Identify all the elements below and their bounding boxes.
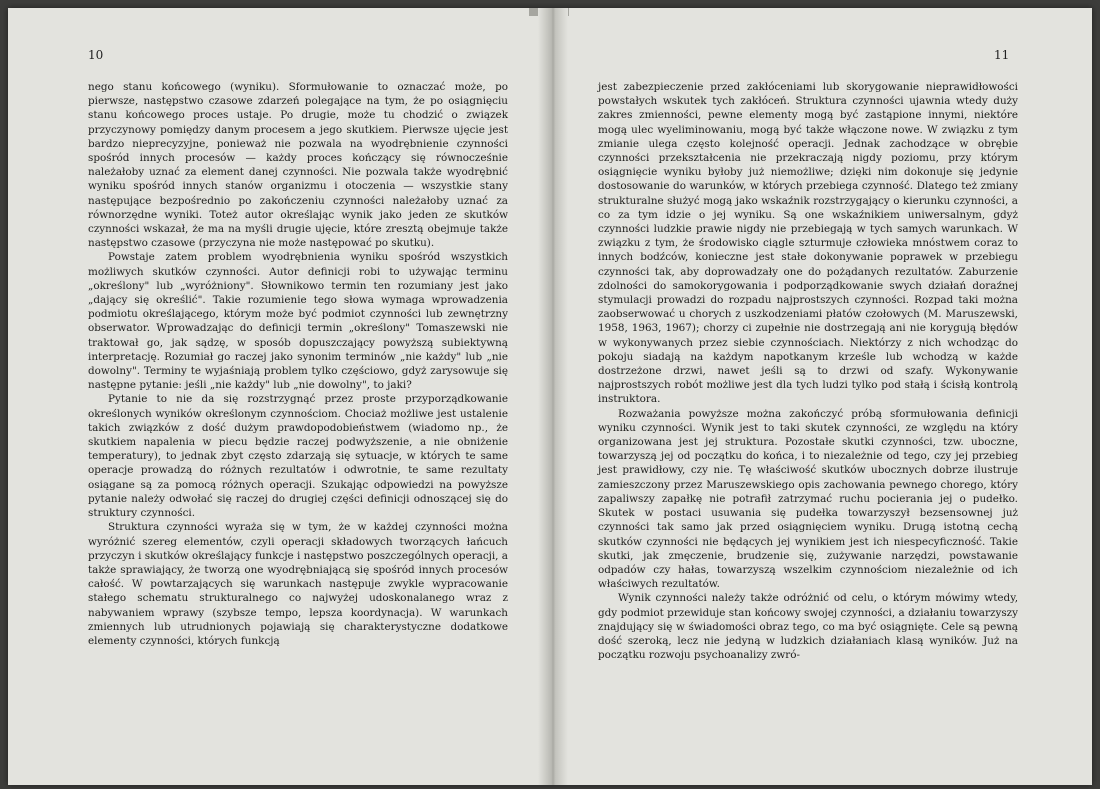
paragraph: jest zabezpieczenie przed zakłóceniami lub skorygowanie nieprawidłowości powstałych wskutek tych zakłóceń. Struktura czynności ujawnia wtedy duży zakres zmienności, pewne elementy mogą być zastąpione innymi, niektóre mogą ulec wyeliminowaniu, mogą być także włączone nowe. W związku z tym zmianie ulega często kolejność operacji. Jednak zachodzące w obrębie czynności przekształcenia nie przekraczają nigdy poziomu, przy którym osiągnięcie wyniku byłoby już niemożliwe; dzięki nim dokonuje się jedynie dostosowanie do warunków, w których przebiega czynność. Dlatego też zmiany strukturalne służyć mogą jako wskaźnik rozstrzygający o kierunku czynności, a co za tym idzie o jej wyniku. Są one wskaźnikiem uniwersalnym, gdyż czynności ludzkie prawie nigdy nie przebiegają w tych samych warunkach. W związku z tym, że środowisko ciągle szturmuje człowieka mnóstwem coraz to innych bodźców, konieczne jest stałe dokonywanie poprawek w przebiegu czynności tak, aby doprowadzały one do pożądanych rezultatów. Zaburzenie zdolności do samokorygowania i podporządkowanie swych działań doraźnej stymulacji prowadzi do rozpadu najprostszych czynności. Rozpad taki można zaobserwować u chorych z uszkodzeniami płatów czołowych (M. Maruszewski, 1958, 1963, 1967); chorzy ci zupełnie nie dostrzegają ani nie korygują błędów w wykonywanych przez siebie czynnościach. Niektórzy z nich wchodząc do pokoju siadają na każdym napotkanym krześle lub wchodzą w każde dostrzeżone drzwi, nawet jeśli są to drzwi od szafy. Wykonywanie najprostszych robót możliwe jest dla tych ludzi tylko pod stałą i ścisłą kontrolą instruktora. bbox=[598, 81, 1018, 406]
page-number-right: 11 bbox=[994, 48, 1010, 62]
right-page-text bbox=[598, 80, 1018, 662]
paragraph: Struktura czynności wyraża się w tym, że w każdej czynności można wyróżnić szereg elementów, czyli operacji składowych tworzących łańcuch przyczyn i skutków określający funkcje i następstwo poszczególnych operacji, a także sprawiający, że tworzą one wyodrębniającą się spośród innych procesów całość. W powtarzających się warunkach następuje zwykle wypracowanie stałego schematu strukturalnego co najwyżej udoskonalanego wraz z nabywaniem wprawy (szybsze tempo, lepsza koordynacja). W warunkach zmiennych lub utrudnionych pojawiają się charakterystyczne dodatkowe elementy czynności, których funkcją bbox=[88, 521, 508, 647]
page-number-left: 10 bbox=[88, 48, 104, 62]
book-spread bbox=[8, 8, 1092, 785]
paragraph: nego stanu końcowego (wyniku). Sformułowanie to oznaczać może, po pierwsze, następstwo czasowe zdarzeń polegające na tym, że po osiągnięciu stanu końcowego proces ustaje. Po drugie, może tu chodzić o związek przyczynowy pomiędzy danym procesem a jego skutkiem. Pierwsze ujęcie jest bardzo nieprecyzyjne, ponieważ nie pozwala na wyodrębnienie czynności spośród innych procesów — każdy proces kończący się równocześnie należałoby uznać za element danej czynności. Nie pozwala także wyodrębnić wyniku spośród innych stanów organizmu i otoczenia — wszystkie stany następujące bezpośrednio po zakończeniu czynności należałoby uznać za równorzędne wyniki. Toteż autor określając wynik jako jeden ze skutków czynności wskazał, że ma na myśli drugie ujęcie, które zresztą obejmuje także następstwo czasowe (przyczyna nie może następować po skutku). bbox=[88, 81, 508, 250]
paragraph: Pytanie to nie da się rozstrzygnąć przez proste przyporządkowanie określonych wyników określonym czynnościom. Chociaż możliwe jest ustalenie takich związków z dość dużym prawdopodobieństwem (wiadomo np., że skutkiem napalenia w piecu będzie raczej podwyższenie, a nie obniżenie temperatury), to jednak zbyt często zdarzają się sytuacje, w których te same operacje prowadzą do różnych rezultatów i odwrotnie, te same rezultaty osiągane są za pomocą różnych operacji. Szukając odpowiedzi na powyższe pytanie należy odwołać się raczej do drugiej części definicji odnoszącej się do struktury czynności. bbox=[88, 393, 508, 520]
paragraph: Wynik czynności należy także odróżnić od celu, o którym mówimy wtedy, gdy podmiot przewiduje stan końcowy swojej czynności, a działaniu towarzyszy znajdujący się w świadomości obraz tego, co ma być osiągnięte. Cele są pewną dość szeroką, lecz nie jedyną w ludzkich działaniach klasą wyników. Już na początku rozwoju psychoanalizy zwró- bbox=[598, 592, 1018, 662]
left-page-text bbox=[88, 80, 508, 648]
paragraph: Powstaje zatem problem wyodrębnienia wyniku spośród wszystkich możliwych skutków czynności. Autor definicji robi to używając terminu „określony" lub „wyróżniony". Słownikowo termin ten rozumiany jest jako „dający się określić". Takie rozumienie tego słowa wymaga wprowadzenia podmiotu określającego, którym może być podmiot czynności lub zewnętrzny obserwator. Wprowadzając do definicji termin „określony" Tomaszewski nie traktował go, jak sądzę, w sposób dopuszczający powyższą subiektywną interpretację. Rozumiał go raczej jako synonim terminów „nie każdy" lub „nie dowolny". Terminy te wyjaśniają problem tylko częściowo, gdyż zarysowuje się następne pytanie: jeśli „nie każdy" lub „nie dowolny", to jaki? bbox=[88, 251, 508, 392]
paragraph: Rozważania powyższe można zakończyć próbą sformułowania definicji wyniku czynności. Wynik jest to taki skutek czynności, ze względu na który organizowana jest jej struktura. Pozostałe skutki czynności, tzw. uboczne, towarzyszą jej od początku do końca, i to niezależnie od tego, czy jej przebieg jest prawidłowy, czy nie. Tę właściwość skutków ubocznych dobrze ilustruje zamieszczony przez Maruszewskiego opis zachowania pewnego chorego, który zapaliwszy zapałkę nie potrafił zatrzymać ruchu pocierania jej o pudełko. Skutek w postaci usuwania się pudełka towarzyszył bezsensownej już czynności tak samo jak przed osiągnięciem wyniku. Drugą istotną cechą skutków czynności nie będących jej wynikiem jest ich niespecyficzność. Takie skutki, jak zmęczenie, brudzenie się, zużywanie narzędzi, powstawanie odpadów czy hałas, towarzyszą wszelkim czynnościom niezależnie od ich właściwych rezultatów. bbox=[598, 407, 1018, 591]
right-page bbox=[558, 8, 1092, 785]
left-page bbox=[8, 8, 548, 785]
